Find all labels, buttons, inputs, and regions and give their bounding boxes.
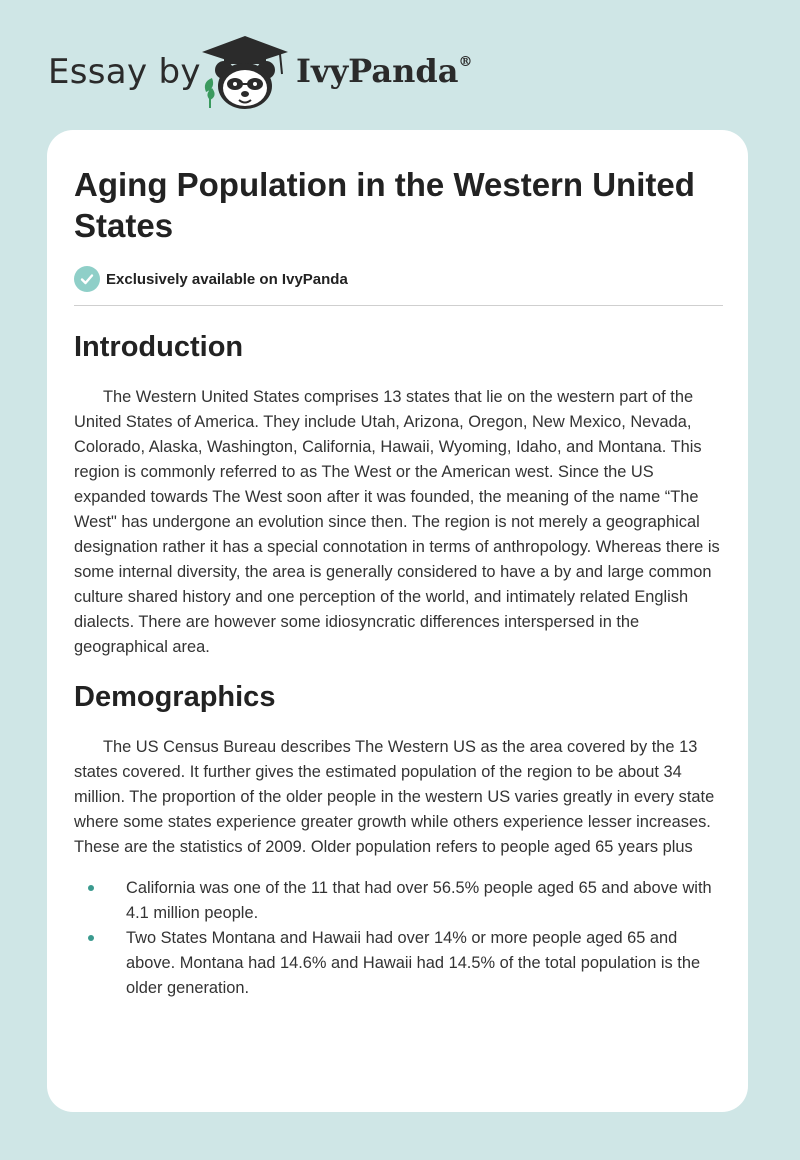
demographics-paragraph: The US Census Bureau describes The Western US as the area covered by the 13 states covered. It further gives the estimated population of the region to be about 34 million. The proportion of the older people in the western US varies greatly in every state where some states experience greater growth while others experience lesser increases. These are the statistics of 2009. Older population refers to people aged 65 years plus [74,738,715,856]
registered-mark: ® [458,54,473,70]
demographics-bullet-list [74,876,724,1001]
site-header [0,0,800,130]
list-item: Two States Montana and Hawaii had over 14% or more people aged 65 and above. Montana had 14.6% and Hawaii had 14.5% of the total population is the older generation. [74,926,724,1001]
page-title: Aging Population in the Western United States [74,166,695,244]
check-icon [74,266,100,292]
brand-name[interactable]: IvyPanda® [296,52,473,90]
bullet-dot-icon [88,935,94,941]
section-heading-introduction: Introduction [74,331,244,363]
badge-label: Exclusively available on IvyPanda [106,270,348,288]
panda-logo-icon [200,34,290,110]
divider [74,305,723,306]
article-card [47,130,748,1112]
bullet-dot-icon [88,885,94,891]
exclusive-badge [74,266,722,292]
section-heading-demographics: Demographics [74,681,276,713]
essay-by-label: Essay by [48,52,201,92]
introduction-paragraph: The Western United States comprises 13 states that lie on the western part of the United States of America. They include Utah, Arizona, Oregon, New Mexico, Nevada, Colorado, Alaska, Washington, California, Hawaii, Wyoming, Idaho, and Montana. This region is commonly referred to as The West or the American west. Since the US expanded towards The West soon after it was founded, the meaning of the name “The West" has undergone an evolution since then. The region is not merely a geographical designation rather it has a special connotation in terms of anthropology. Whereas there is some internal diversity, the area is generally considered to have a by and large common culture shared history and one perception of the world, and intimately related English dialects. There are however some idiosyncratic differences interspersed in the geographical area. [74,388,720,656]
list-item: California was one of the 11 that had over 56.5% people aged 65 and above with 4.1 million people. [74,876,724,926]
